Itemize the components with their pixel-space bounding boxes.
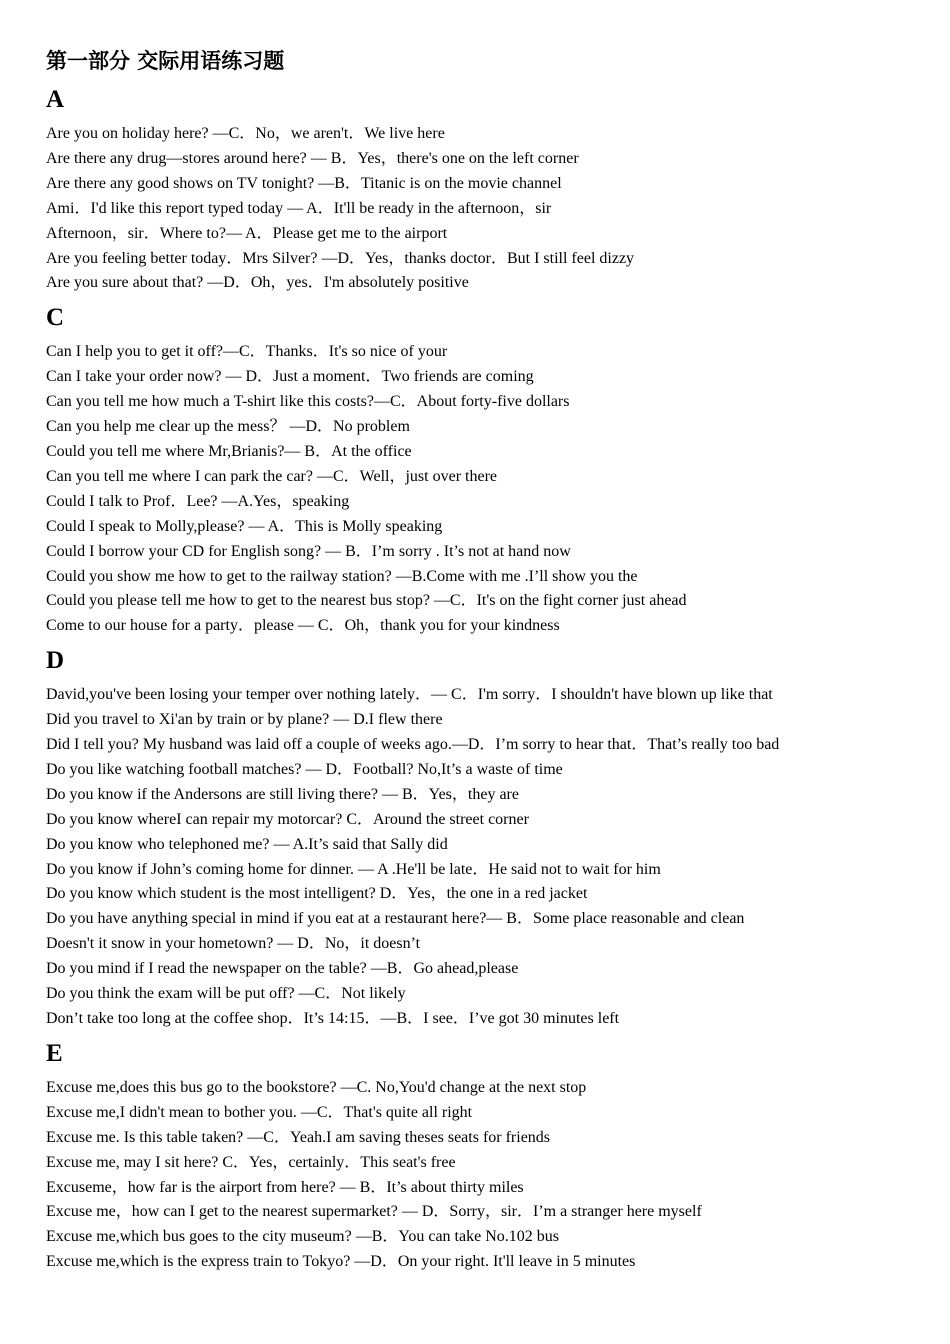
dialogue-line: Could I borrow your CD for English song? — B．I’m sorry . It’s not at hand now — [46, 542, 571, 560]
dialogue-line: Could you please tell me how to get to the nearest bus stop? —C．It's on the fight corner just ahead — [46, 592, 687, 610]
dialogue-line: Excuse me,which bus goes to the city museum? —B．You can take No.102 bus — [46, 1228, 559, 1246]
dialogue-line: Don’t take too long at the coffee shop．It’s 14:15．—B．I see．I’ve got 30 minutes left — [46, 1010, 620, 1027]
document-title: 第一部分 交际用语练习题 — [46, 49, 285, 73]
dialogue-line: Do you know if the Andersons are still living there? — B．Yes，they are — [46, 785, 519, 803]
dialogue-line: Are you on holiday here? —C．No，we aren't．We live here — [46, 125, 445, 142]
dialogue-line: Are there any drug—stores around here? — B．Yes，there's one on the left corner — [46, 149, 579, 167]
dialogue-list — [46, 122, 926, 296]
dialogue-line: Did you travel to Xi'an by train or by plane? — D.I flew there — [46, 711, 443, 729]
dialogue-line: Doesn't it snow in your hometown? — D．No，it doesn’t — [46, 935, 421, 953]
dialogue-line: Could I speak to Molly,please? — A．This is Molly speaking — [46, 517, 443, 535]
section — [46, 1036, 926, 1275]
dialogue-line: Come to our house for a party．please — C．Oh，thank you for your kindness — [46, 617, 560, 635]
dialogue-line: Could I talk to Prof．Lee? —A.Yes，speaking — [46, 492, 350, 510]
dialogue-line: Do you know who telephoned me? — A.It’s said that Sally did — [46, 835, 448, 853]
dialogue-line: Do you think the exam will be put off? —C．Not likely — [46, 985, 406, 1003]
dialogue-line: Could you tell me where Mr,Brianis?— B．At the office — [46, 442, 412, 460]
section-heading: A — [46, 86, 65, 113]
dialogue-line: David,you've been losing your temper over nothing lately．— C．I'm sorry．I shouldn't have blown up like that — [46, 686, 773, 704]
dialogue-line: Do you know if John’s coming home for dinner. — A .He'll be late．He said not to wait for him — [46, 860, 661, 878]
dialogue-line: Can I help you to get it off?—C．Thanks．It's so nice of your — [46, 343, 448, 361]
dialogue-list — [46, 683, 926, 1032]
section — [46, 82, 926, 296]
dialogue-line: Excuseme，how far is the airport from here? — B．It’s about thirty miles — [46, 1178, 524, 1196]
dialogue-line: Can I take your order now? — D．Just a moment．Two friends are coming — [46, 368, 534, 386]
dialogue-line: Excuse me, may I sit here? C．Yes，certainly．This seat's free — [46, 1153, 456, 1171]
dialogue-list — [46, 340, 926, 639]
dialogue-line: Excuse me,I didn't mean to bother you. —C．That's quite all right — [46, 1103, 473, 1121]
dialogue-line: Do you know whereI can repair my motorcar? C．Around the street corner — [46, 810, 529, 828]
sections-container — [46, 82, 926, 1275]
dialogue-list — [46, 1076, 926, 1275]
dialogue-line: Could you show me how to get to the railway station? —B.Come with me .I’ll show you the — [46, 567, 638, 585]
dialogue-line: Can you tell me where I can park the car? —C．Well，just over there — [46, 467, 497, 485]
dialogue-line: Can you tell me how much a T-shirt like this costs?—C．About forty-five dollars — [46, 393, 570, 411]
dialogue-line: Do you like watching football matches? — D．Football? No,It’s a waste of time — [46, 760, 563, 778]
dialogue-line: Excuse me,which is the express train to Tokyo? —D．On your right. It'll leave in 5 minutes — [46, 1253, 636, 1271]
section — [46, 643, 926, 1032]
dialogue-line: Do you have anything special in mind if you eat at a restaurant here?— B．Some place reasonable and clean — [46, 910, 745, 928]
section-heading: D — [46, 647, 65, 675]
document-page — [46, 46, 926, 1275]
dialogue-line: Ami．I'd like this report typed today — A．It'll be ready in the afternoon，sir — [46, 199, 552, 217]
dialogue-line: Are you feeling better today．Mrs Silver? —D．Yes，thanks doctor．But I still feel dizzy — [46, 249, 635, 267]
dialogue-line: Do you mind if I read the newspaper on the table? —B．Go ahead,please — [46, 960, 519, 978]
dialogue-line: Excuse me,does this bus go to the bookstore? —C. No,You'd change at the next stop — [46, 1078, 587, 1096]
dialogue-line: Excuse me，how can I get to the nearest supermarket? — D．Sorry，sir．I’m a stranger here myself — [46, 1203, 702, 1221]
section — [46, 300, 926, 639]
dialogue-line: Are you sure about that? —D．Oh，yes．I'm absolutely positive — [46, 274, 469, 292]
dialogue-line: Did I tell you? My husband was laid off a couple of weeks ago.—D．I’m sorry to hear that．That’s really too bad — [46, 736, 780, 754]
dialogue-line: Afternoon，sir．Where to?— A．Please get me to the airport — [46, 224, 448, 242]
section-heading: C — [46, 304, 65, 332]
section-heading: E — [46, 1039, 63, 1067]
dialogue-line: Can you help me clear up the mess？ —D．No problem — [46, 418, 410, 436]
dialogue-line: Are there any good shows on TV tonight? —B．Titanic is on the movie channel — [46, 174, 562, 192]
dialogue-line: Do you know which student is the most intelligent? D．Yes，the one in a red jacket — [46, 885, 588, 903]
dialogue-line: Excuse me. Is this table taken? —C．Yeah.I am saving theses seats for friends — [46, 1128, 551, 1146]
